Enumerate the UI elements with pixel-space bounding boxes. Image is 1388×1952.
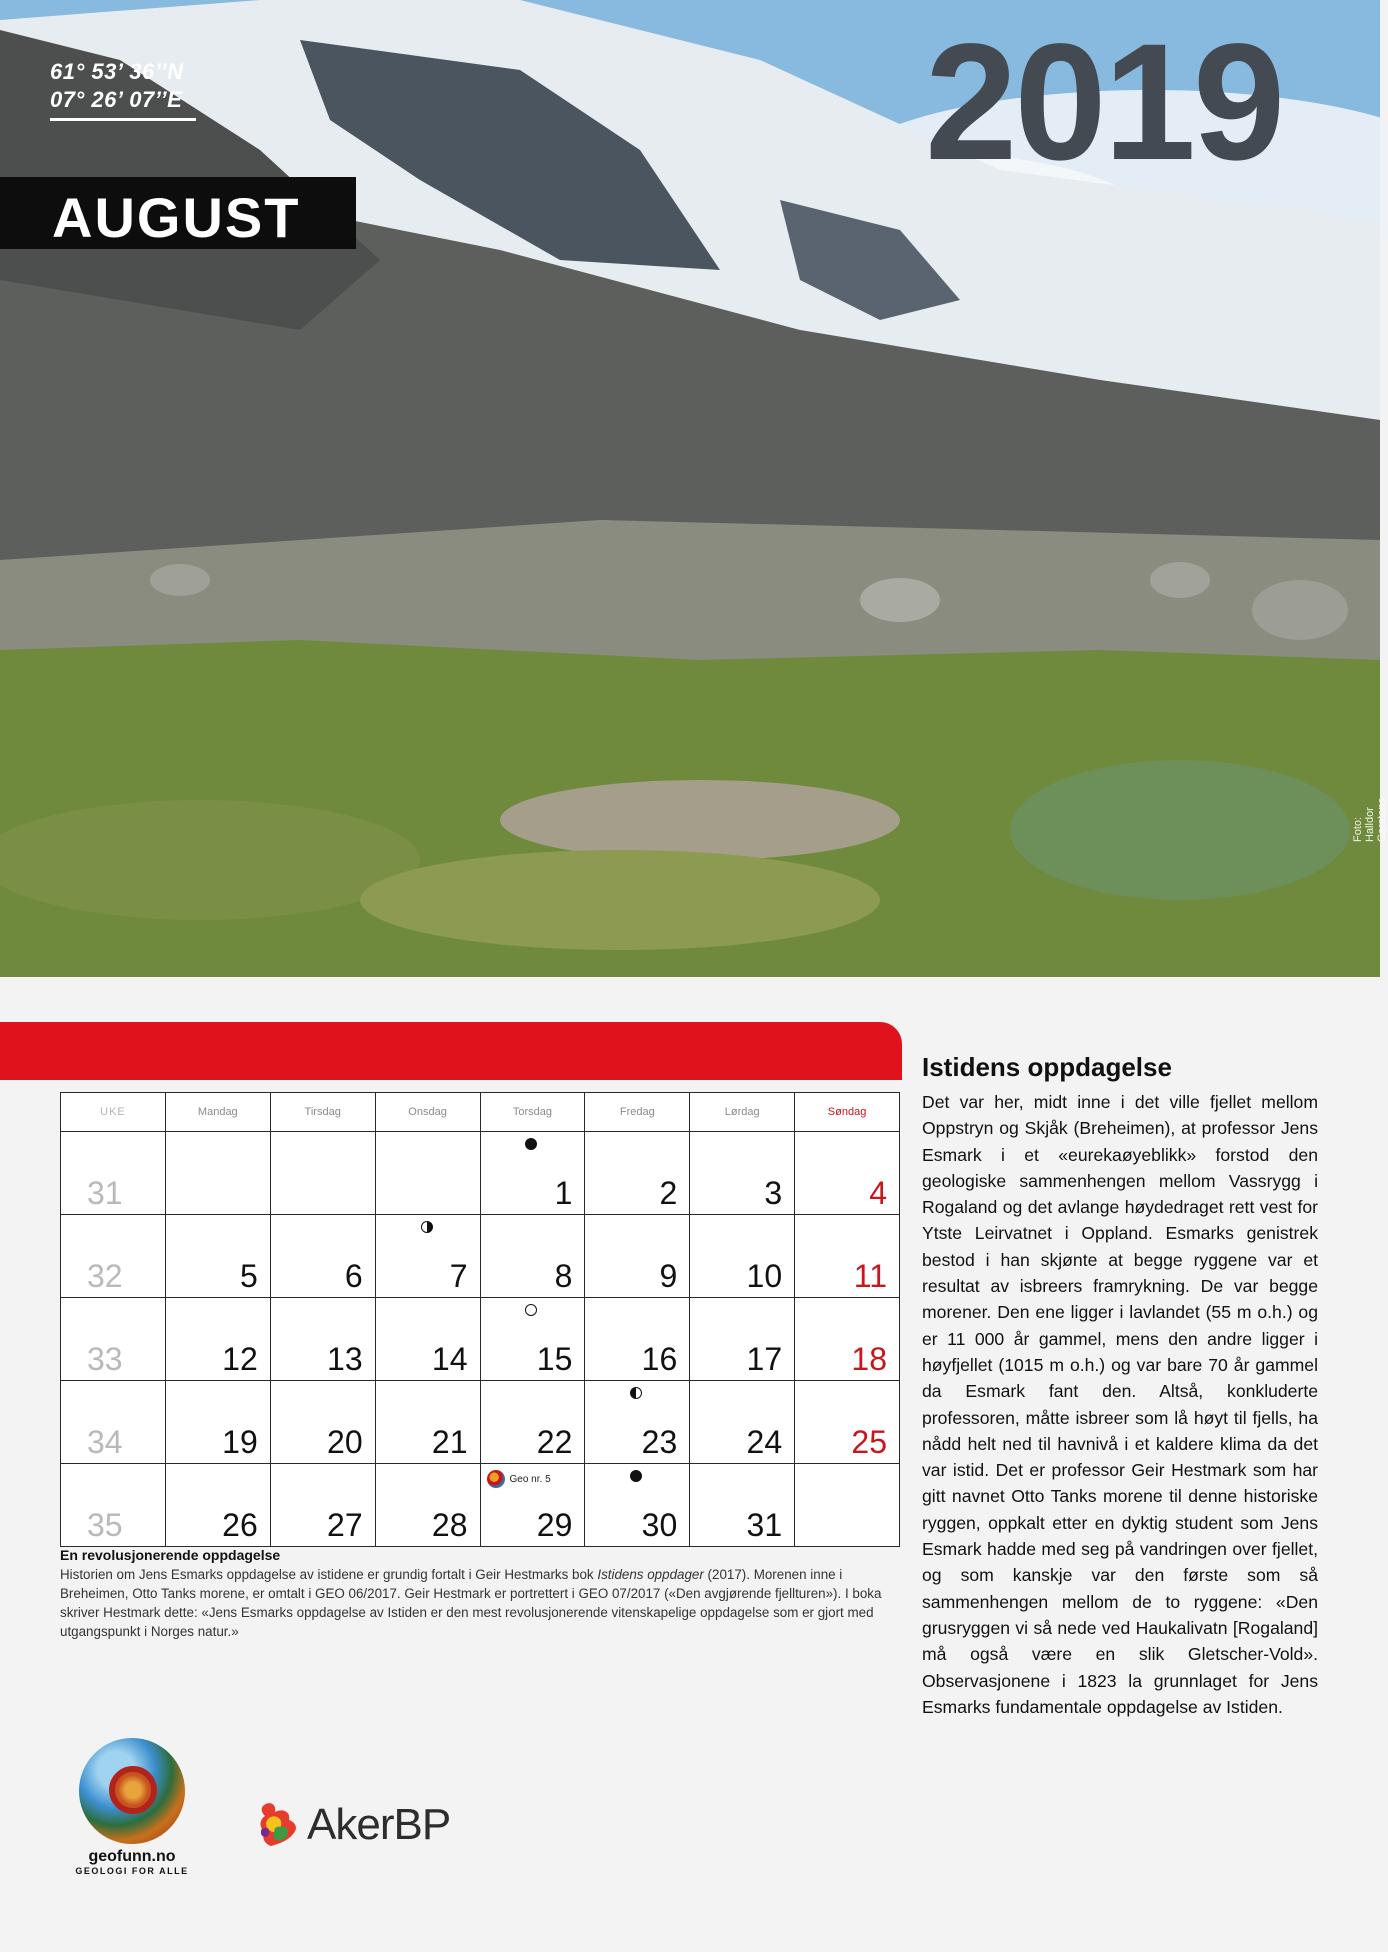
day-number: 29 [536, 1507, 573, 1543]
day-number: 31 [746, 1507, 783, 1543]
day-number: 26 [222, 1507, 258, 1543]
header-sunday: Søndag [795, 1093, 900, 1132]
day-number: 15 [536, 1341, 573, 1377]
day-cell [375, 1464, 480, 1547]
day-number: 24 [746, 1424, 783, 1460]
day-cell [270, 1381, 375, 1464]
week-number-cell [61, 1381, 166, 1464]
day-number: 8 [554, 1258, 573, 1294]
day-number: 19 [222, 1424, 258, 1460]
day-number: 17 [746, 1341, 783, 1377]
longitude: 07° 26’ 07’’E [50, 87, 183, 112]
day-cell [375, 1381, 480, 1464]
akerbp-flame-icon [255, 1800, 301, 1850]
day-number: 10 [746, 1258, 783, 1294]
day-cell [690, 1381, 795, 1464]
coordinates-divider [50, 118, 196, 121]
day-cell [270, 1298, 375, 1381]
week-row [61, 1215, 900, 1298]
first-quarter-moon-icon [421, 1221, 433, 1233]
caption-title: En revolusjonerende oppdagelse [60, 1547, 281, 1563]
article-body: Det var her, midt inne i det ville fjellet mellom Oppstryn og Skjåk (Breheimen), at professor Jens Esmark i et «eurekaøyeblikk» forstod den geologiske sammenhengen mellom Vassrygg i Rogaland og det avlange høydedraget rett vest for Ytste Leirvatnet i Oppland. Esmarks genistrek bestod i han skjønte at begge ryggene var et resultat av isbreers framrykning. De var begge morener. Den ene ligger i lavlandet (55 m o.h.) og er 11 000 år gammel, mens den andre ligger i høyfjellet (1015 m o.h.) og var bare 70 år gammel da Esmark fant den. Altså, konkluderte professoren, måtte isbreer som lå høyt til fjells, ha nådd helt ned til havnivå i et kaldere klima da det var istid. Det er professor Geir Hestmark som har gitt navnet Otto Tanks morene til denne historiske ryggen, oppkalt etter en dyktig student som Jens Esmark hadde med seg på vandringen over fjellet, og som kanskje var den første som så sammenhengen mellom de to ryggene: «Den grusryggen vi så nede ved Haukalivatn [Rogaland] må også være en slik Gletscher-Vold». Observasjonene i 1823 la grunnlaget for Jens Esmarks fundamentale oppdagelse av Istiden. [922, 1092, 1318, 1717]
day-cell-sunday [795, 1464, 900, 1547]
week-number-cell [61, 1464, 166, 1547]
geofunn-logo[interactable] [72, 1738, 192, 1876]
week-number-cell [61, 1298, 166, 1381]
header-friday: Fredag [585, 1093, 690, 1132]
day-cell [165, 1215, 270, 1298]
header-tuesday: Tirsdag [270, 1093, 375, 1132]
ammonite-icon [109, 1766, 157, 1814]
day-cell [585, 1381, 690, 1464]
header-week: UKE [61, 1093, 166, 1132]
header-monday: Mandag [165, 1093, 270, 1132]
day-number: 2 [659, 1175, 678, 1211]
article-title: Istidens oppdagelse [922, 1052, 1172, 1082]
calendar-accent-bar [0, 1022, 902, 1080]
week-number: 33 [87, 1341, 123, 1377]
week-number: 35 [87, 1507, 123, 1543]
calendar-grid [60, 1092, 900, 1547]
month-banner [0, 177, 356, 249]
caption-book-title: Istidens oppdager [597, 1567, 704, 1582]
latitude: 61° 53’ 36’’N [50, 59, 184, 84]
week-number-cell [61, 1132, 166, 1215]
day-cell [270, 1464, 375, 1547]
month-label: AUGUST [52, 186, 301, 249]
day-cell [585, 1464, 690, 1547]
akerbp-logo[interactable] [255, 1800, 450, 1850]
day-number: 25 [851, 1424, 887, 1460]
article [922, 1052, 1318, 1720]
day-cell [480, 1298, 585, 1381]
globe-ammonite-icon [79, 1738, 185, 1844]
day-cell-sunday [795, 1132, 900, 1215]
calendar-header-row [61, 1093, 900, 1132]
coordinates [50, 58, 196, 125]
day-number: 13 [327, 1341, 363, 1377]
geo-issue-label: Geo nr. 5 [509, 1473, 551, 1485]
day-cell [690, 1464, 795, 1547]
day-cell [585, 1132, 690, 1215]
day-cell [480, 1215, 585, 1298]
day-number: 23 [641, 1424, 678, 1460]
day-cell [480, 1464, 585, 1547]
day-cell [375, 1132, 480, 1215]
day-cell [165, 1381, 270, 1464]
week-row [61, 1132, 900, 1215]
geo-issue-badge [487, 1470, 551, 1488]
day-cell [690, 1215, 795, 1298]
geo-logo-icon [487, 1470, 505, 1488]
full-moon-icon [525, 1304, 537, 1316]
year-label: 2019 [925, 10, 1283, 195]
geofunn-name: geofunn.no [88, 1848, 176, 1865]
geofunn-tagline: GEOLOGI FOR ALLE [75, 1866, 189, 1876]
day-cell [690, 1298, 795, 1381]
day-cell [165, 1464, 270, 1547]
week-number-cell [61, 1215, 166, 1298]
day-number: 6 [344, 1258, 363, 1294]
day-cell [585, 1215, 690, 1298]
day-number: 18 [851, 1341, 887, 1377]
photo-credit: Foto: Halldor Carstens [1352, 797, 1388, 842]
caption-body [60, 1565, 902, 1641]
day-cell [270, 1132, 375, 1215]
day-number: 30 [641, 1507, 678, 1543]
akerbp-name: AkerBP [307, 1800, 451, 1849]
day-cell [480, 1132, 585, 1215]
day-cell [585, 1298, 690, 1381]
day-cell-sunday [795, 1215, 900, 1298]
calendar-caption [60, 1546, 902, 1641]
header-saturday: Lørdag [690, 1093, 795, 1132]
day-number: 11 [853, 1258, 887, 1294]
day-number: 27 [327, 1507, 363, 1543]
day-cell-sunday [795, 1381, 900, 1464]
header-thursday: Torsdag [480, 1093, 585, 1132]
caption-text-1: Historien om Jens Esmarks oppdagelse av istidene er grundig fortalt i Geir Hestmarks bok [60, 1567, 598, 1582]
week-number: 34 [87, 1424, 123, 1460]
new-moon-icon [525, 1138, 537, 1150]
day-cell [690, 1132, 795, 1215]
new-moon-icon [630, 1470, 642, 1482]
day-cell [375, 1298, 480, 1381]
day-cell [165, 1298, 270, 1381]
day-number: 22 [536, 1424, 573, 1460]
week-row [61, 1464, 900, 1547]
day-cell [480, 1381, 585, 1464]
day-number: 3 [764, 1175, 783, 1211]
day-cell-sunday [795, 1298, 900, 1381]
day-number: 12 [222, 1341, 258, 1377]
week-number: 32 [87, 1258, 123, 1294]
last-quarter-moon-icon [630, 1387, 642, 1399]
day-number: 9 [659, 1258, 678, 1294]
day-number: 14 [431, 1341, 468, 1377]
day-number: 21 [431, 1424, 468, 1460]
week-row [61, 1298, 900, 1381]
day-number: 7 [449, 1258, 468, 1294]
week-row [61, 1381, 900, 1464]
header-wednesday: Onsdag [375, 1093, 480, 1132]
caption-text-2: (2017). Morenen inne i Breheimen, Otto Tanks morene, er omtalt i GEO 06/2017. Geir Hestmark er portrettert i GEO 07/2017 («Den avgjørende fjellturen»). I boka skriver Hestmark dette: «Jens Esmarks oppdagelse av Istiden er den mest revolusjonerende vitenskapelige oppdagelse som er gjort med utgangspunkt i Norges natur.» [60, 1567, 882, 1639]
day-number: 28 [431, 1507, 468, 1543]
day-number: 5 [239, 1258, 258, 1294]
day-number: 20 [327, 1424, 363, 1460]
day-number: 4 [869, 1175, 887, 1211]
day-number: 1 [554, 1175, 573, 1211]
day-cell [165, 1132, 270, 1215]
day-cell [375, 1215, 480, 1298]
day-number: 16 [641, 1341, 678, 1377]
week-number: 31 [87, 1175, 123, 1211]
day-cell [270, 1215, 375, 1298]
